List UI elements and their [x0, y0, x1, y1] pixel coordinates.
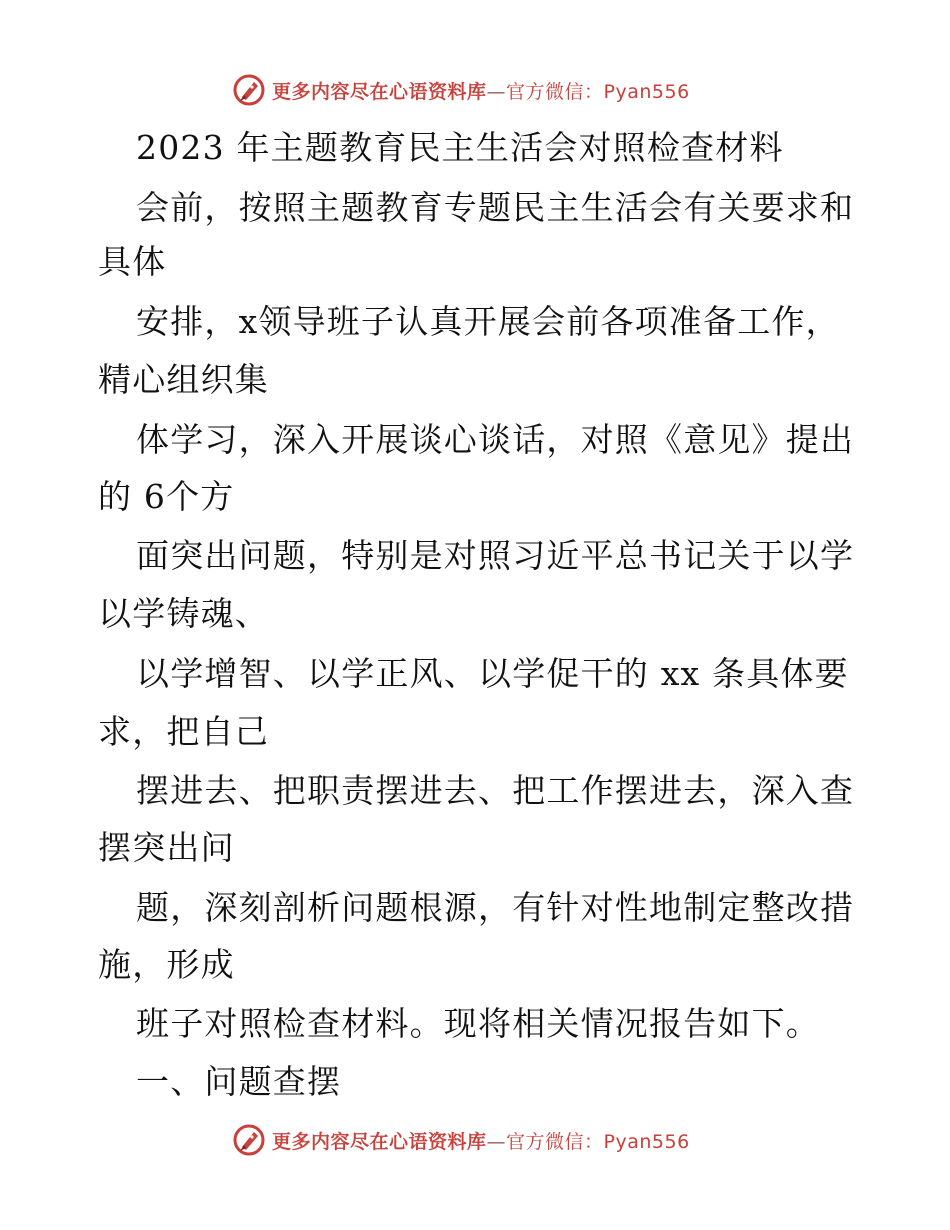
document-line: 安排，x领导班子认真开展会前各项准备工作，: [136, 302, 840, 341]
document-line: 摆进去、把职责摆进去、把工作摆进去，深入查: [136, 771, 855, 810]
watermark-wechat-text: 官方微信：Pyan556: [506, 80, 690, 103]
document-line: 班子对照检查材料。现将相关情况报告如下。: [136, 1004, 820, 1043]
watermark-dash: —: [486, 80, 507, 103]
pen-nib-logo-icon: [232, 1123, 266, 1157]
watermark-footer: [232, 1123, 690, 1157]
watermark-dash: —: [486, 1130, 507, 1153]
watermark-site-text: 更多内容尽在心语资料库: [272, 80, 487, 103]
document-line: 面突出问题，特别是对照习近平总书记关于以学: [136, 536, 855, 575]
document-line: 的 6个方: [98, 477, 235, 516]
watermark-wechat-text: 官方微信：Pyan556: [506, 1130, 690, 1153]
document-line: 求，把自己: [98, 712, 269, 751]
watermark-site-text: 更多内容尽在心语资料库: [272, 1130, 487, 1153]
document-line: 精心组织集: [98, 360, 269, 399]
document-line: 施，形成: [98, 945, 235, 984]
document-title: 2023 年主题教育民主生活会对照检查材料: [136, 128, 784, 167]
document-line: 题，深刻剖析问题根源，有针对性地制定整改措: [136, 888, 855, 927]
document-line: 体学习，深入开展谈心谈话，对照《意见》提出: [136, 420, 855, 459]
document-line: 摆突出问: [98, 828, 235, 867]
document-line: 以学增智、以学正风、以学促干的 xx 条具体要: [136, 654, 849, 693]
watermark-header: [232, 73, 690, 107]
pen-nib-logo-icon: [232, 73, 266, 107]
document-line: 具体: [98, 242, 167, 281]
document-line: 以学铸魂、: [98, 594, 269, 633]
section-heading: 一、问题查摆: [136, 1062, 342, 1101]
document-line: 会前，按照主题教育专题民主生活会有关要求和: [136, 188, 855, 227]
